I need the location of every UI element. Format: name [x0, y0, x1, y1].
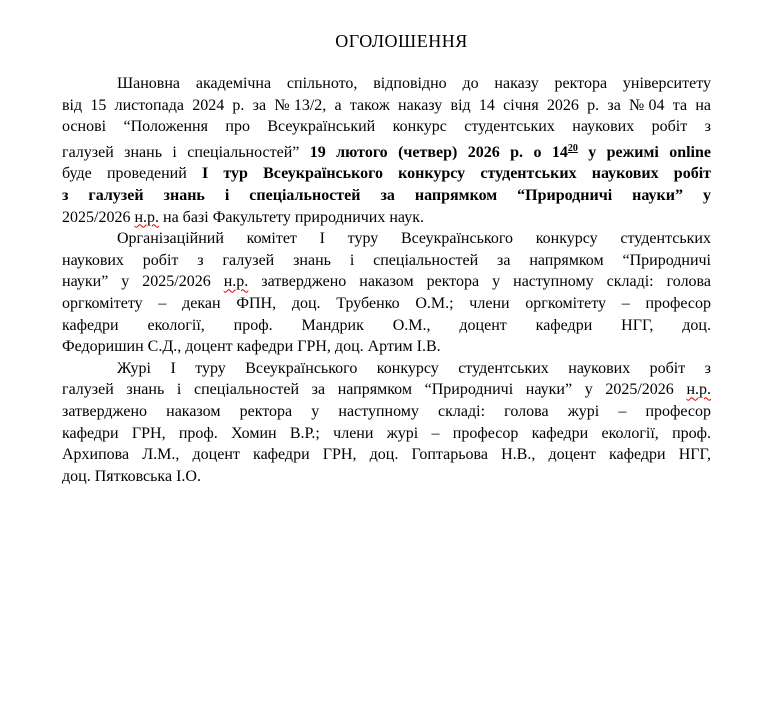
text-run: оргкомітету – декан ФПН, доц. Трубенко О.М.; члени оргкомітету – професор	[62, 294, 711, 312]
text-line	[62, 271, 711, 293]
text-run: затверджено наказом ректора у наступному складі: голова	[248, 273, 711, 291]
text-line	[62, 185, 711, 207]
text-run: Архипова Л.М., доцент кафедри ГРН, доц. Гоптарьова Н.В., доцент кафедри НГГ,	[62, 446, 711, 464]
spellcheck-flagged-text: н.р.	[686, 381, 711, 399]
text-line	[62, 138, 711, 164]
text-run: галузей знань і спеціальностей за напрямком “Природничі науки” у 2025/2026	[62, 381, 687, 399]
text-line	[62, 293, 711, 315]
text-run: Шановна академічна спільното, відповідно до наказу ректора університету	[117, 75, 711, 92]
text-run: Організаційний комітет І туру Всеукраїнського конкурсу студентських	[117, 230, 711, 248]
text-line	[62, 444, 711, 466]
text-run: у режимі online	[577, 143, 712, 161]
text-line	[62, 358, 711, 380]
document-title: ОГОЛОШЕННЯ	[335, 31, 468, 51]
text-line	[62, 336, 711, 358]
text-run: 19 лютого (четвер) 2026 р. о 14	[309, 143, 568, 161]
text-run: Журі І туру Всеукраїнського конкурсу студентських наукових робіт з	[117, 359, 711, 377]
text-line	[62, 207, 711, 229]
text-line	[62, 163, 711, 185]
spellcheck-flagged-text: н.р.	[134, 208, 160, 226]
text-run: кафедри екології, проф. Мандрик О.М., доцент кафедри НГГ, доц.	[62, 316, 711, 334]
text-run: з галузей знань і спеціальностей за напрямком “Природничі науки” у	[62, 186, 711, 204]
text-run: І тур Всеукраїнського конкурсу студентських наукових робіт	[201, 165, 711, 183]
text-line	[62, 250, 711, 272]
text-run: кафедри ГРН, проф. Хомин В.Р.; члени журі – професор кафедри екології, проф.	[62, 424, 711, 442]
text-run: на базі Факультету природничих наук.	[159, 208, 424, 226]
text-line	[62, 95, 711, 117]
text-run: основі “Положення про Всеукраїнський конкурс студентських наукових робіт з	[62, 118, 711, 136]
text-run: буде проведений	[62, 165, 202, 183]
text-line	[62, 423, 711, 445]
paragraph	[62, 228, 711, 358]
text-run: доц. Пятковська І.О.	[62, 467, 201, 485]
text-line	[62, 116, 711, 138]
text-line	[62, 315, 711, 337]
text-line	[62, 73, 711, 95]
text-run: галузей знань і спеціальностей”	[62, 143, 310, 161]
text-run: 2025/2026	[62, 208, 135, 226]
spellcheck-flagged-text: н.р.	[223, 273, 249, 291]
text-run: науки” у 2025/2026	[62, 273, 224, 291]
text-line	[62, 379, 711, 401]
paragraph	[62, 73, 711, 228]
text-run: Федоришин С.Д., доцент кафедри ГРН, доц. Артим І.В.	[62, 338, 441, 356]
text-run: наукових робіт з галузей знань і спеціальностей за напрямком “Природничі	[62, 251, 711, 269]
text-run: від 15 листопада 2024 р. за №13/2, а також наказу від 14 січня 2026 р. за №04 та на	[62, 96, 711, 114]
text-run: затверджено наказом ректора у наступному складі: голова журі – професор	[62, 402, 711, 420]
text-line	[62, 228, 711, 250]
document-body	[62, 73, 711, 487]
text-line	[62, 466, 711, 488]
paragraph	[62, 358, 711, 488]
text-line	[62, 401, 711, 423]
text-run: 20	[567, 142, 578, 154]
